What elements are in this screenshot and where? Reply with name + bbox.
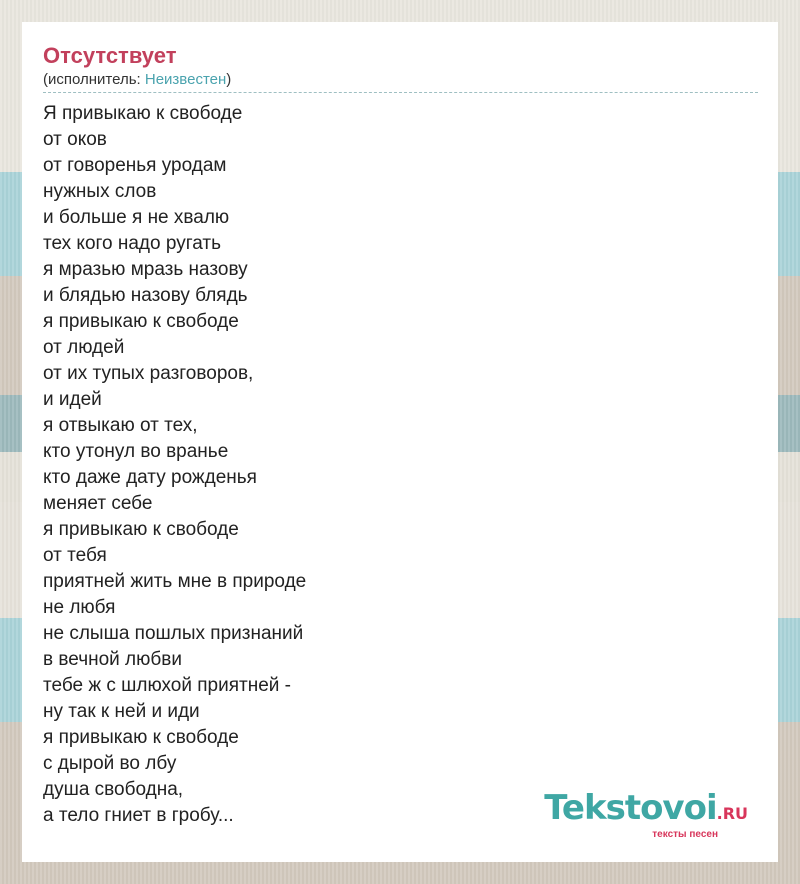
lyric-line: кто утонул во вранье [43, 441, 229, 462]
lyric-line: от оков [43, 129, 107, 150]
lyric-line: от людей [43, 337, 125, 358]
artist-line [43, 70, 758, 93]
lyric-line: и блядью назову блядь [43, 285, 248, 306]
artist-suffix: ) [226, 71, 232, 88]
logo-brand: Tekstovoi [544, 788, 717, 828]
lyric-line: от их тупых разговоров, [43, 363, 254, 384]
lyric-line: кто даже дату рожденья [43, 467, 257, 488]
lyric-line: не любя [43, 597, 116, 618]
lyric-line: а тело гниет в гробу... [43, 805, 234, 826]
lyric-line: я привыкаю к свободе [43, 519, 239, 540]
lyric-line: душа свободна, [43, 779, 184, 800]
logo-wordmark [538, 788, 748, 831]
artist-prefix: (исполнитель: [43, 71, 145, 88]
lyric-line: ну так к ней и иди [43, 701, 200, 722]
lyric-line: я мразью мразь назову [43, 259, 248, 280]
lyric-line: Я привыкаю к свободе [43, 103, 243, 124]
lyric-line: меняет себе [43, 493, 153, 514]
lyric-line: в вечной любви [43, 649, 182, 670]
lyric-line: приятней жить мне в природе [43, 571, 307, 592]
lyric-line: с дырой во лбу [43, 753, 177, 774]
lyric-line: я отвыкаю от тех, [43, 415, 198, 436]
artist-link[interactable]: Неизвестен [144, 71, 227, 88]
lyrics-text [43, 101, 758, 829]
lyric-line: тебе ж с шлюхой приятней - [43, 675, 291, 696]
logo-tld: .RU [716, 804, 748, 823]
lyrics-card [22, 22, 778, 862]
lyric-line: я привыкаю к свободе [43, 311, 239, 332]
site-logo[interactable] [538, 788, 748, 840]
lyric-line: от тебя [43, 545, 107, 566]
lyric-line: от говоренья уродам [43, 155, 227, 176]
lyric-line: не слыша пошлых признаний [43, 623, 304, 644]
lyric-line: я привыкаю к свободе [43, 727, 239, 748]
lyric-line: нужных слов [43, 181, 157, 202]
lyric-line: тех кого надо ругать [43, 233, 221, 254]
lyric-line: и идей [43, 389, 102, 410]
logo-tagline: тексты песен [652, 829, 718, 840]
song-title: Отсутствует [43, 43, 177, 68]
lyric-line: и больше я не хвалю [43, 207, 230, 228]
